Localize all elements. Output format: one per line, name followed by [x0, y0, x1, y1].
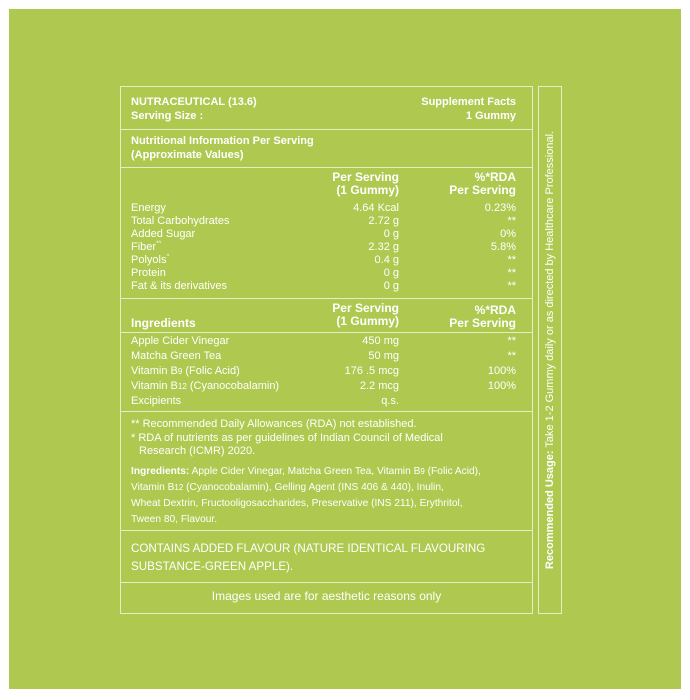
rda-subheader: Per Serving	[449, 183, 516, 197]
aesthetic-disclaimer: Images used are for aesthetic reasons only	[211, 589, 442, 603]
nutrition-row-polyols	[131, 254, 516, 267]
nutrient-name: Protein	[131, 267, 166, 279]
ingredient-value: 50 mg	[368, 350, 399, 362]
recommended-usage-label: Recommended Usage:	[544, 450, 556, 570]
ingredient-name: Vitamin B9 (Folic Acid)	[131, 365, 240, 377]
ingredient-value: 176 .5 mcg	[344, 365, 399, 377]
ingredient-rda: **	[507, 350, 516, 362]
polyols-footnote-mark: ^	[166, 254, 170, 260]
ingredient-name: Vitamin B12 (Cyanocobalamin)	[131, 380, 280, 392]
ingredient-value: 450 mg	[362, 335, 399, 347]
nutrient-value: 0 g	[383, 228, 399, 240]
nutrition-row-added-sugar	[131, 228, 516, 241]
ingredient-row-excipients	[131, 395, 516, 408]
ingredient-row-matcha	[131, 350, 516, 363]
rda-header: %*RDA	[474, 303, 516, 317]
nutrient-rda: 5.8%	[490, 241, 516, 253]
per-serving-header: Per Serving	[332, 301, 399, 315]
rda-subheader: Per Serving	[449, 316, 516, 330]
divider	[121, 582, 532, 583]
nutrient-rda: 0%	[500, 228, 516, 240]
divider	[121, 530, 532, 531]
nutrition-info-subheading: (Approximate Values)	[131, 149, 244, 161]
ingredient-rda: 100%	[487, 365, 516, 377]
nutrient-name: Total Carbohydrates	[131, 215, 230, 227]
nutrition-row-energy	[131, 202, 516, 215]
rda-not-established-note: ** Recommended Daily Allowances (RDA) not established.	[131, 418, 417, 430]
ingredients-statement: Ingredients: Apple Cider Vinegar, Matcha Green Tea, Vitamin B9 (Folic Acid), Vitamin B12 (Cyanocobalamin), Gelling Agent (INS 406 & 440), Inulin, Wheat Dextrin, Fructooligosaccharides, Preservative (INS 211), Erythritol, Tween 80, Flavour.	[131, 466, 481, 525]
divider	[121, 298, 532, 299]
ingredients-heading: Ingredients	[131, 316, 196, 330]
nutrient-rda: 0.23%	[484, 202, 516, 214]
icmr-note-continued: Research (ICMR) 2020.	[139, 445, 256, 457]
nutrient-rda: **	[507, 267, 516, 279]
product-name: NUTRACEUTICAL (13.6)	[131, 96, 257, 108]
nutrient-value: 2.32 g	[368, 241, 399, 253]
serving-size-value: 1 Gummy	[465, 110, 516, 122]
serving-size-label: Serving Size :	[131, 110, 204, 122]
nutrient-value: 2.72 g	[368, 215, 399, 227]
divider	[121, 332, 532, 333]
nutrition-row-fat	[131, 280, 516, 293]
nutrition-info-heading: Nutritional Information Per Serving	[131, 135, 314, 147]
ingredients-label: Ingredients:	[131, 466, 190, 477]
nutrient-value: 0 g	[383, 280, 399, 292]
nutrient-rda: **	[507, 280, 516, 292]
ingredient-name: Apple Cider Vinegar	[131, 335, 230, 347]
ingredient-rda: 100%	[487, 380, 516, 392]
nutrient-rda: **	[507, 215, 516, 227]
nutrition-row-fiber	[131, 241, 516, 254]
ingredient-value: 2.2 mcg	[359, 380, 399, 392]
ingredient-name: Matcha Green Tea	[131, 350, 222, 362]
nutrient-name: Fiber*^	[131, 241, 162, 253]
per-serving-subheader: (1 Gummy)	[336, 183, 399, 197]
ingredient-name: Excipients	[131, 395, 182, 407]
fiber-footnote-mark: *^	[156, 241, 162, 247]
divider	[121, 129, 532, 130]
recommended-usage-panel	[538, 86, 562, 614]
nutrient-value: 4.64 Kcal	[353, 202, 399, 214]
nutrient-name: Fat & its derivatives	[131, 280, 227, 292]
recommended-usage-text: Recommended Usage: Take 1-2 Gummy daily or as directed by Healthcare Professional.	[544, 130, 556, 570]
supplement-facts-panel	[120, 86, 533, 614]
nutrient-name: Polyols^	[131, 254, 170, 266]
ingredient-row-vitamin-b12	[131, 380, 516, 393]
nutrient-name: Energy	[131, 202, 166, 214]
rda-header: %*RDA	[474, 170, 516, 184]
ingredient-row-apple-cider-vinegar	[131, 335, 516, 348]
ingredient-rda: **	[507, 335, 516, 347]
nutrition-row-protein	[131, 267, 516, 280]
nutrient-value: 0.4 g	[374, 254, 399, 266]
nutrient-name: Added Sugar	[131, 228, 196, 240]
divider	[121, 167, 532, 168]
divider	[121, 411, 532, 412]
per-serving-header: Per Serving	[332, 170, 399, 184]
ingredient-row-vitamin-b9	[131, 365, 516, 378]
icmr-note: * RDA of nutrients as per guidelines of Indian Council of Medical	[131, 432, 443, 444]
per-serving-subheader: (1 Gummy)	[336, 314, 399, 328]
added-flavour-statement: CONTAINS ADDED FLAVOUR (NATURE IDENTICAL FLAVOURING SUBSTANCE-GREEN APPLE).	[131, 542, 486, 573]
ingredient-value: q.s.	[381, 395, 399, 407]
nutrition-row-carbohydrates	[131, 215, 516, 228]
nutrient-rda: **	[507, 254, 516, 266]
supplement-facts-title: Supplement Facts	[421, 96, 516, 108]
nutrient-value: 0 g	[383, 267, 399, 279]
